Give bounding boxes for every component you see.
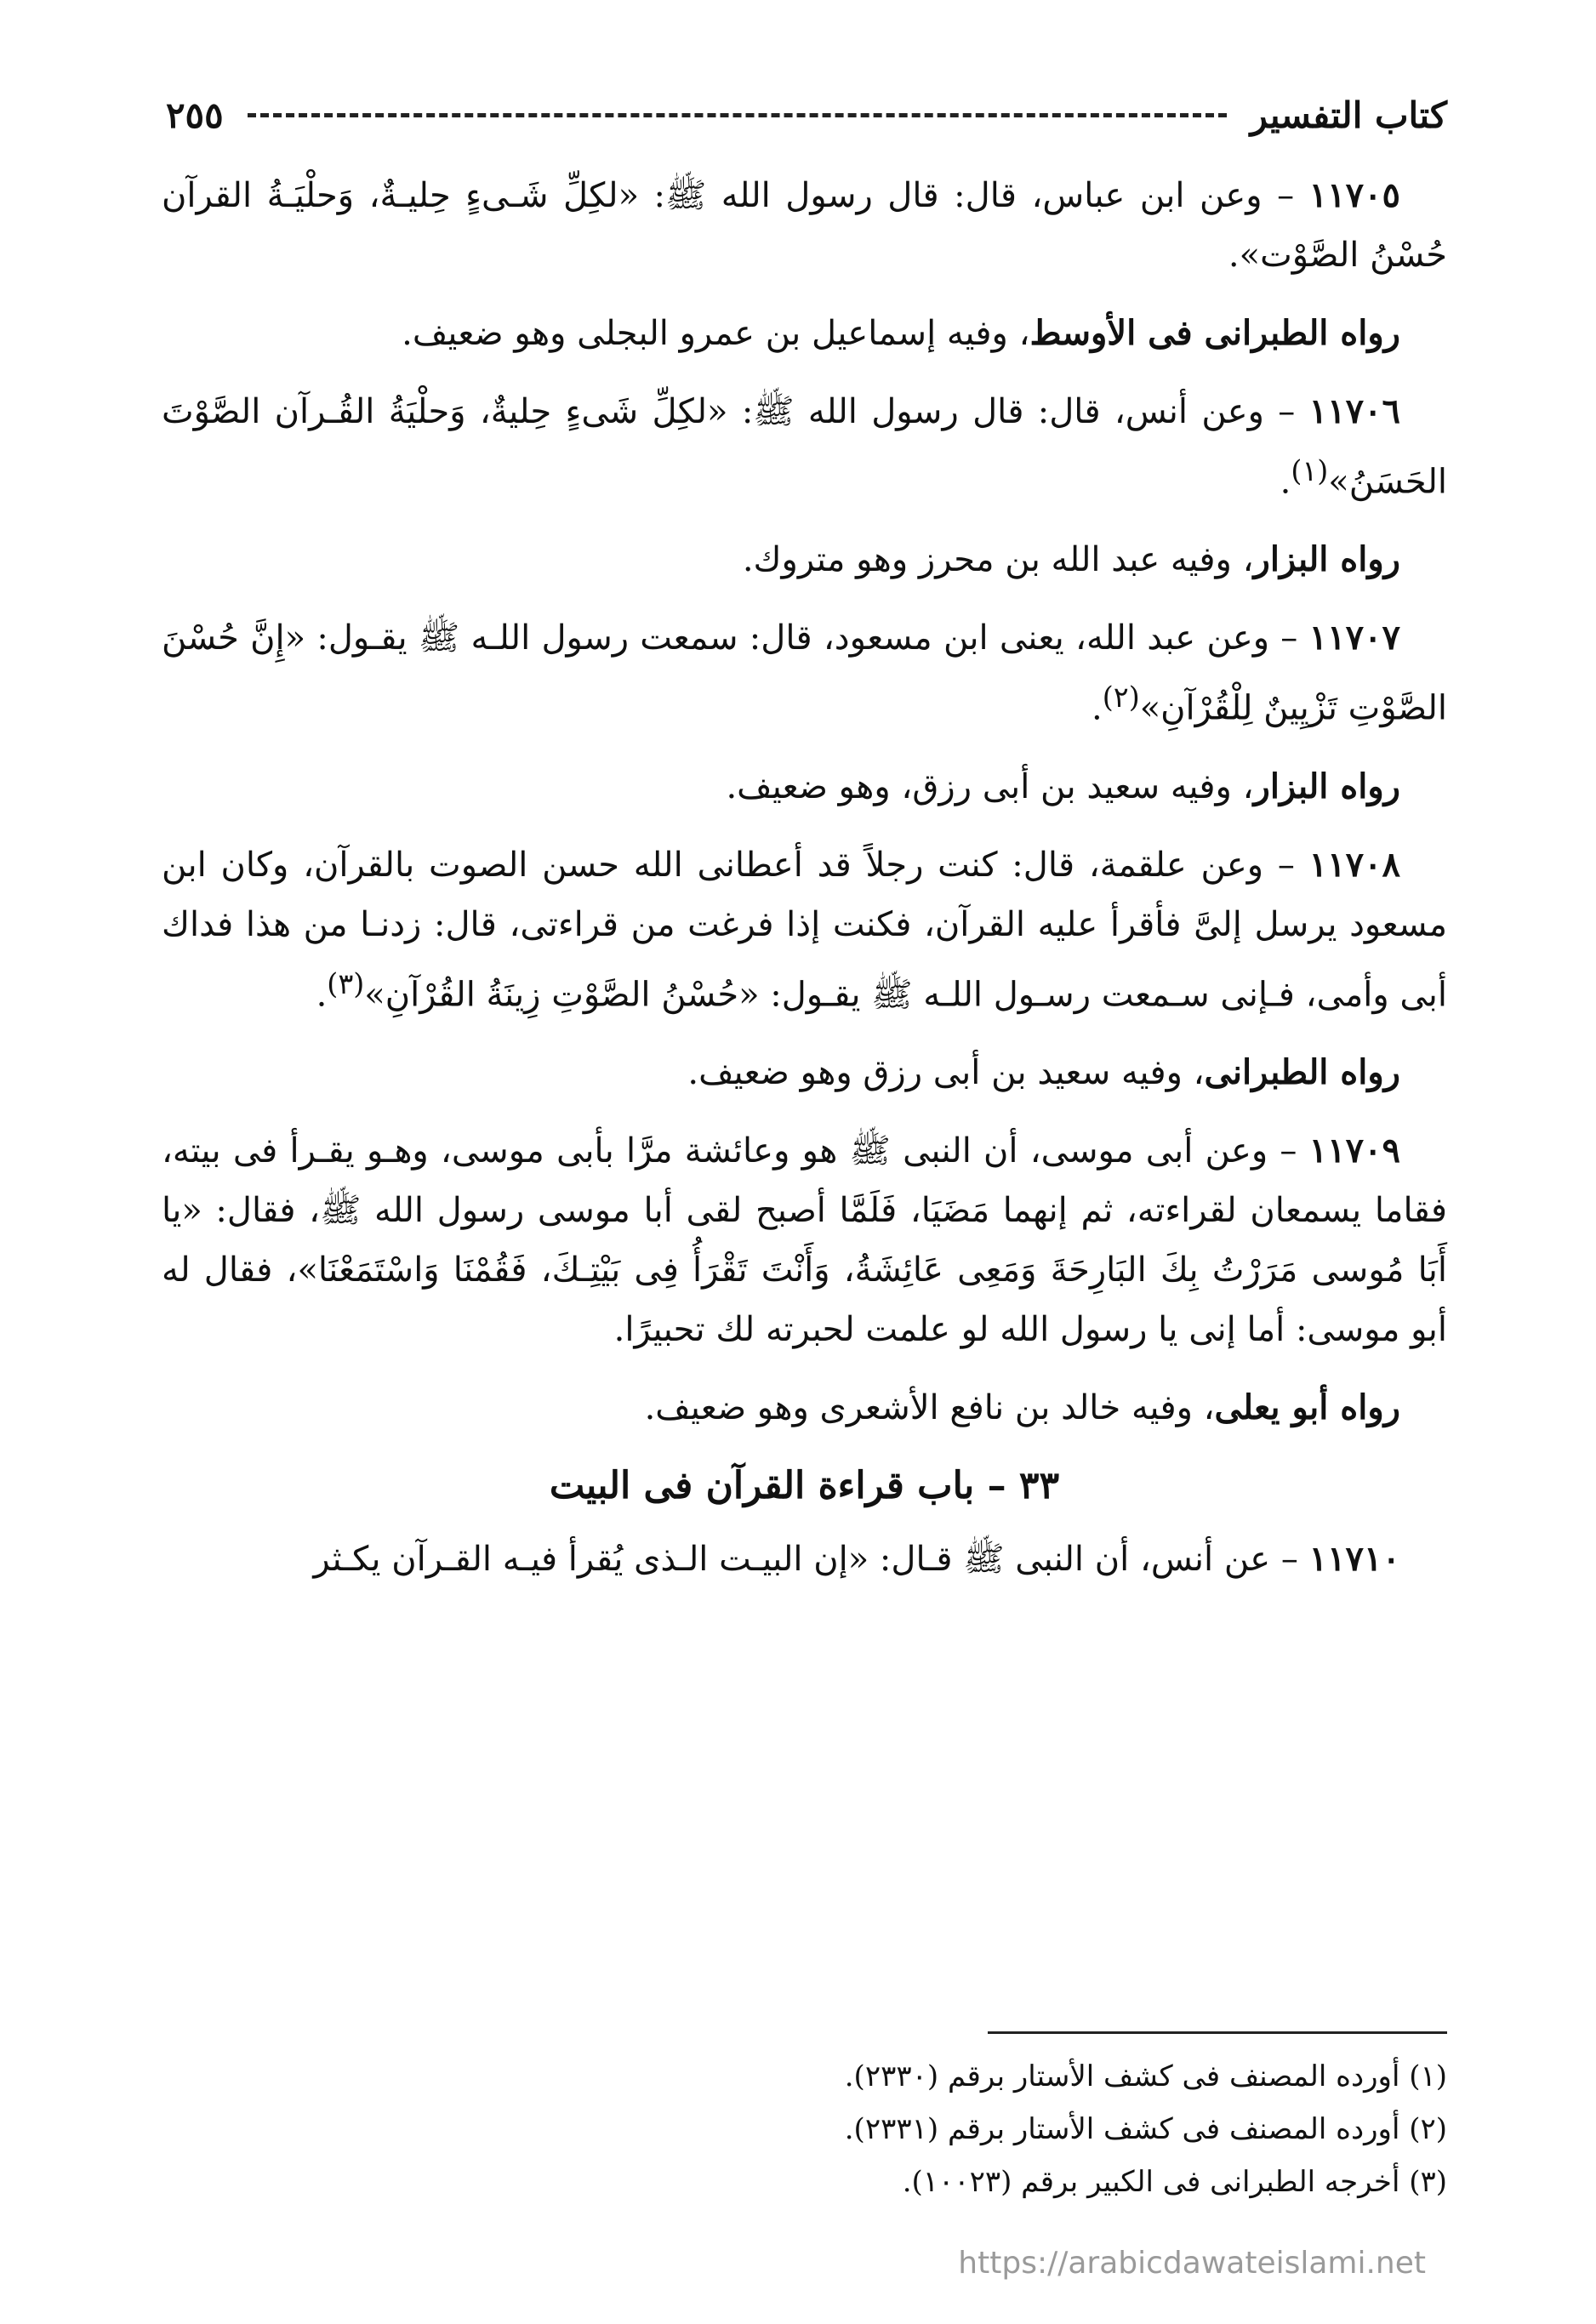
source-text: ، وفيه إسماعيل بن عمرو البجلى وهو ضعيف. <box>402 314 1030 353</box>
hadith-text: – وعن عبد الله، يعنى ابن مسعود، قال: سمعت رسول اللـه ﷺ يقـول: «إِنَّ حُسْنَ الصَّوْتِ تَزْيِينٌ لِلْقُرْآنِ» <box>162 618 1447 728</box>
source-text: ، وفيه خالد بن نافع الأشعرى وهو ضعيف. <box>644 1387 1215 1427</box>
source-line <box>162 304 1447 363</box>
hadith-text: – وعن أنس، قال: قال رسول الله ﷺ: «لكِلِّ شَىءٍ حِليةٌ، وَحلْيَةُ القُـرآن الصَّوْتَ الحَسَنُ» <box>162 392 1447 502</box>
source-text: ، وفيه سعيد بن أبى رزق، وهو ضعيف. <box>726 766 1254 806</box>
footnote: (٢) أورده المصنف فى كشف الأستار برقم (٢٣٣١). <box>844 2112 1447 2146</box>
hadith-number: ١١٧٠٦ <box>1308 391 1401 431</box>
hadith-end: . <box>1092 688 1103 728</box>
hadith-end: . <box>316 974 328 1014</box>
page-header <box>166 85 1447 145</box>
hadith-paragraph <box>162 1529 1447 1589</box>
hadith-paragraph <box>162 608 1447 738</box>
source-narrator: رواه الطبرانى فى الأوسط <box>1029 313 1400 353</box>
source-narrator: رواه أبو يعلى <box>1214 1387 1400 1427</box>
page-body <box>162 166 1447 1608</box>
footnote-divider <box>988 2031 1447 2034</box>
footnotes <box>681 2050 1447 2208</box>
footnote: (١) أورده المصنف فى كشف الأستار برقم (٢٣٣٠). <box>844 2059 1447 2093</box>
header-divider <box>248 113 1227 117</box>
watermark-url: https://arabicdawateislami.net <box>958 2246 1426 2281</box>
hadith-text: – وعن ابن عباس، قال: قال رسول الله ﷺ: «لكِلِّ شَـىءٍ حِليـةٌ، وَحلْيَـةُ القرآن حُسْنُ الصَّوْت». <box>162 176 1447 275</box>
footnote-marker: (١) <box>1291 454 1329 487</box>
page-number: ٢٥٥ <box>166 94 224 136</box>
hadith-text: – وعن أبى موسى، أن النبى ﷺ هو وعائشة مرَّا بأبى موسى، وهـو يقـرأ فى بيته، فقاما يسمعان لقراءته، ثم إنهما مَضَيَا، فَلَمَّا أصبح لقى أبا موسى رسول الله ﷺ، فقال: «يا أَبَا مُوسى مَرَرْتُ بِكَ البَارِحَةَ وَمَعِى عَائِشَةُ، وَأَنْتَ تَقْرَأُ فِى بَيْتِـكَ، فَقُمْنَا وَاسْتَمَعْنَا»، فقال له أبو موسى: أما إنى يا رسول الله لو علمت لحبرته لك تحبيرًا. <box>162 1131 1447 1349</box>
source-text: ، وفيه عبد الله بن محرز وهو متروك. <box>742 540 1254 580</box>
footnote-marker: (٢) <box>1102 681 1140 715</box>
hadith-number: ١١٧٠٧ <box>1308 618 1401 658</box>
hadith-end: . <box>1280 462 1291 502</box>
source-narrator: رواه البزار <box>1253 539 1400 580</box>
chapter-heading: ٣٣ – باب قراءة القرآن فى البيت <box>549 1463 1060 1507</box>
hadith-number: ١١٧٠٨ <box>1308 844 1401 885</box>
source-narrator: رواه الطبرانى <box>1204 1051 1400 1092</box>
hadith-number: ١١٧١٠ <box>1308 1538 1400 1579</box>
source-text: ، وفيه سعيد بن أبى رزق وهو ضعيف. <box>687 1052 1205 1092</box>
hadith-text: – عن أنس، أن النبى ﷺ قـال: «إن البيـت الـذى يُقرأ فيـه القـرآن يكـثر <box>313 1539 1298 1579</box>
hadith-number: ١١٧٠٥ <box>1308 175 1401 215</box>
hadith-paragraph <box>162 166 1447 285</box>
source-line <box>162 1378 1447 1438</box>
source-line <box>162 530 1447 590</box>
hadith-paragraph <box>162 835 1447 1024</box>
footnote: (٣) أخرجه الطبرانى فى الكبير برقم (١٠٠٢٣). <box>902 2165 1447 2199</box>
hadith-paragraph <box>162 382 1447 511</box>
hadith-paragraph <box>162 1121 1447 1359</box>
book-title: كتاب التفسير <box>1250 94 1447 136</box>
source-line <box>162 757 1447 817</box>
source-line <box>162 1043 1447 1102</box>
footnote-marker: (٣) <box>327 966 365 1000</box>
source-narrator: رواه البزار <box>1253 766 1400 806</box>
hadith-number: ١١٧٠٩ <box>1308 1130 1401 1171</box>
hadith-text: – وعن علقمة، قال: كنت رجلاً قد أعطانى الله حسن الصوت بالقرآن، وكان ابن مسعود يرسل إلىَّ فأقرأ عليه القرآن، فكنت إذا فرغت من قراءتى، قال: زدنـا من هذا فداك أبى وأمى، فـإنى سـمعت رسـول اللـه ﷺ يقـول: «حُسْنُ الصَّوْتِ زِينَةُ القُرْآنِ» <box>162 845 1447 1014</box>
